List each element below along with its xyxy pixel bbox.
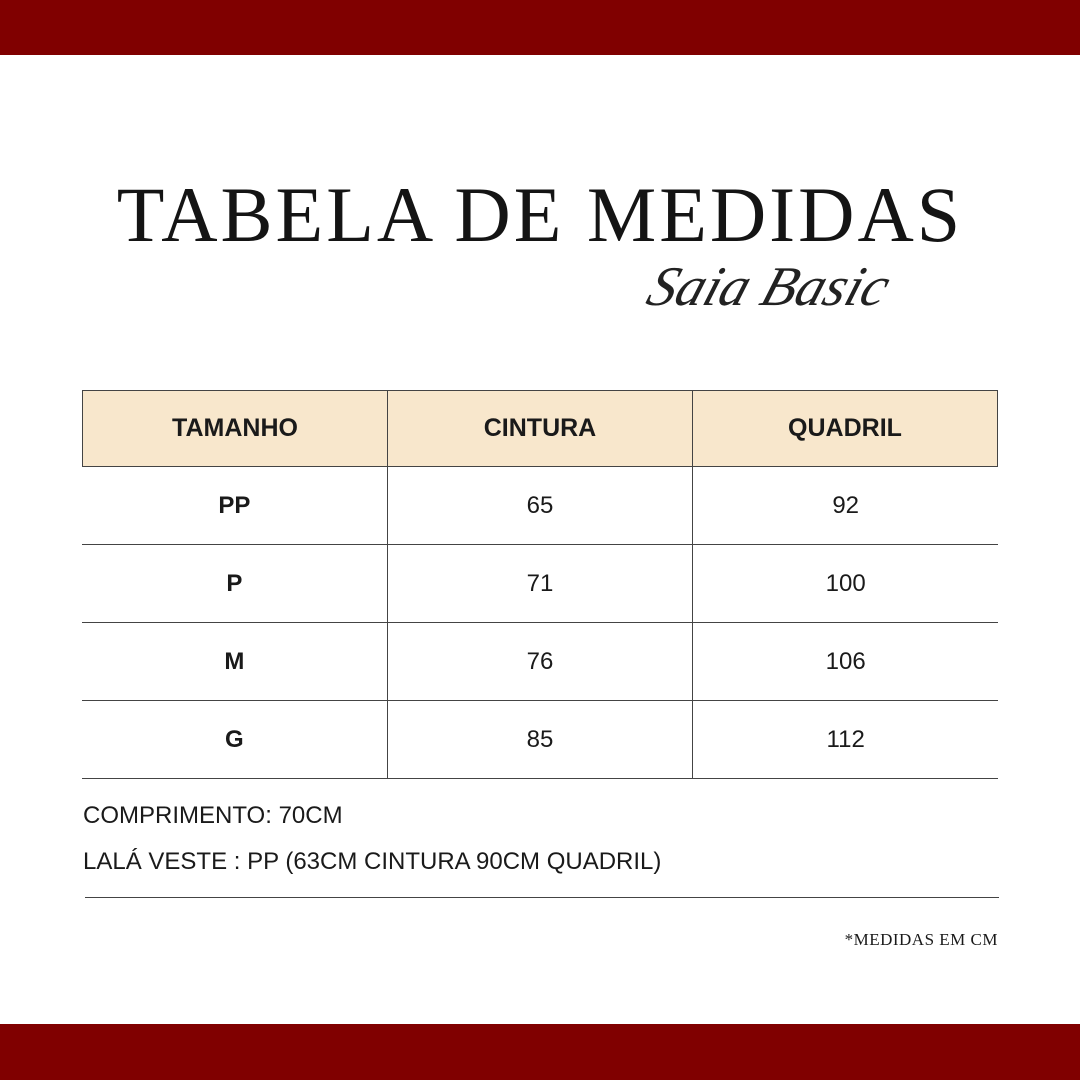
quadril-cell: 92	[692, 467, 998, 544]
top-band	[0, 0, 1080, 55]
units-footnote: *MEDIDAS EM CM	[844, 930, 998, 949]
table-header-row	[82, 390, 998, 467]
model-size-note: LALÁ VESTE : PP (63CM CINTURA 90CM QUADRIL)	[83, 848, 662, 875]
size-table	[82, 390, 998, 779]
column-header-cintura: CINTURA	[387, 391, 692, 466]
cintura-cell: 85	[387, 701, 693, 778]
bottom-band	[0, 1024, 1080, 1080]
length-note: COMPRIMENTO: 70CM	[83, 802, 343, 829]
size-cell: G	[225, 725, 244, 753]
cintura-cell: 76	[387, 623, 693, 700]
table-row	[82, 545, 998, 623]
page-title: TABELA DE MEDIDAS	[116, 171, 964, 258]
size-cell: M	[224, 647, 245, 675]
subtitle-script	[640, 250, 940, 330]
quadril-cell: 112	[692, 701, 998, 778]
subtitle-text: Saia Basic	[640, 256, 898, 318]
table-row	[82, 623, 998, 701]
quadril-cell: 100	[692, 545, 998, 622]
divider	[85, 897, 999, 898]
cintura-cell: 71	[387, 545, 693, 622]
size-cell: PP	[218, 491, 251, 519]
column-header-quadril: QUADRIL	[692, 391, 997, 466]
table-row	[82, 467, 998, 545]
quadril-cell: 106	[692, 623, 998, 700]
cintura-cell: 65	[387, 467, 693, 544]
column-header-tamanho: TAMANHO	[172, 414, 298, 442]
table-row	[82, 701, 998, 779]
size-cell: P	[226, 569, 243, 597]
